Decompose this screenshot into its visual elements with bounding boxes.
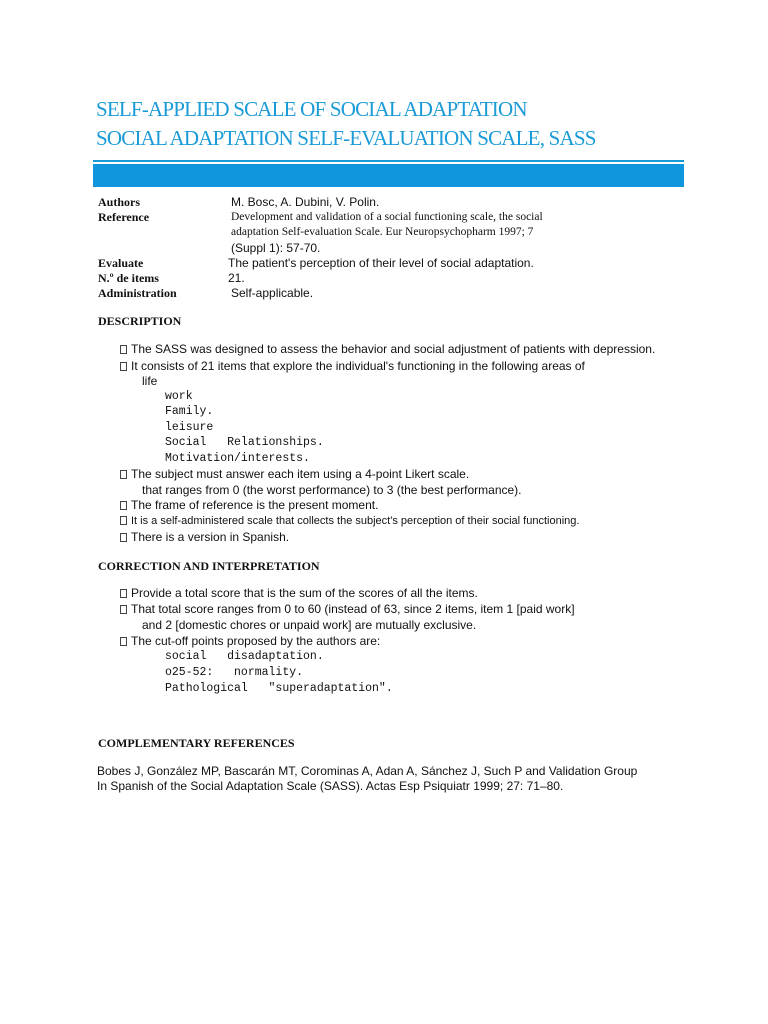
- reference-line-3: (Suppl 1): 57-70.: [231, 241, 321, 255]
- correction-bullet-2-cont: and 2 [domestic chores or unpaid work] are mutually exclusive.: [142, 618, 477, 632]
- cutoff-item: o25-52: normality.: [165, 666, 304, 679]
- reference-label: Reference: [98, 210, 150, 224]
- page-subtitle: SOCIAL ADAPTATION SELF-EVALUATION SCALE, SASS: [96, 126, 596, 150]
- area-item: Motivation/interests.: [165, 452, 310, 465]
- description-bullet-2: It consists of 21 items that explore the individual's functioning in the following areas of: [120, 359, 585, 374]
- correction-bullet-1: Provide a total score that is the sum of the scores of all the items.: [120, 586, 478, 601]
- cutoff-item: social disadaptation.: [165, 650, 324, 663]
- authors-value: M. Bosc, A. Dubini, V. Polin.: [231, 195, 380, 209]
- page-title: SELF-APPLIED SCALE OF SOCIAL ADAPTATION: [96, 97, 527, 121]
- area-item: leisure: [165, 421, 214, 434]
- description-bullet-3: The subject must answer each item using a 4-point Likert scale.: [120, 467, 469, 482]
- bullet-icon: [120, 470, 127, 479]
- bullet-icon: [120, 605, 127, 614]
- reference-line-1: Development and validation of a social functioning scale, the social: [231, 211, 543, 223]
- cutoff-item: Pathological "superadaptation".: [165, 682, 393, 695]
- items-value: 21.: [228, 271, 245, 285]
- bullet-icon: [120, 533, 127, 542]
- header-band: [93, 164, 684, 187]
- bullet-icon: [120, 637, 127, 646]
- administration-label: Administration: [98, 286, 177, 300]
- authors-label: Authors: [98, 195, 141, 209]
- area-item: Family.: [165, 405, 214, 418]
- description-bullet-3-cont: that ranges from 0 (the worst performance) to 3 (the best performance).: [142, 483, 522, 497]
- references-heading: COMPLEMENTARY REFERENCES: [98, 736, 295, 750]
- bullet-icon: [120, 345, 127, 354]
- evaluate-value: The patient's perception of their level of social adaptation.: [228, 256, 534, 270]
- description-bullet-1: The SASS was designed to assess the behavior and social adjustment of patients with depression.: [120, 342, 655, 357]
- description-bullet-2-cont: life: [142, 374, 158, 388]
- bullet-icon: [120, 516, 127, 525]
- bullet-icon: [120, 362, 127, 371]
- correction-bullet-2: That total score ranges from 0 to 60 (instead of 63, since 2 items, item 1 [paid work]: [120, 602, 575, 617]
- reference-citation-line-2: In Spanish of the Social Adaptation Scale (SASS). Actas Esp Psiquiatr 1999; 27: 71–80.: [97, 779, 564, 793]
- correction-bullet-3: The cut-off points proposed by the authors are:: [120, 634, 380, 649]
- description-bullet-4: The frame of reference is the present moment.: [120, 498, 378, 513]
- evaluate-label: Evaluate: [98, 256, 144, 270]
- bullet-icon: [120, 501, 127, 510]
- correction-heading: CORRECTION AND INTERPRETATION: [98, 559, 320, 573]
- area-item: work: [165, 390, 193, 403]
- area-item: Social Relationships.: [165, 436, 324, 449]
- items-label: N.º de items: [98, 271, 159, 285]
- title-divider: [93, 160, 684, 162]
- description-bullet-6: There is a version in Spanish.: [120, 530, 289, 545]
- administration-value: Self-applicable.: [231, 286, 314, 300]
- reference-citation-line-1: Bobes J, González MP, Bascarán MT, Corominas A, Adan A, Sánchez J, Such P and Validation Group: [97, 764, 638, 778]
- bullet-icon: [120, 589, 127, 598]
- description-bullet-5: It is a self-administered scale that collects the subject's perception of their social functioning.: [120, 514, 579, 529]
- reference-line-2: adaptation Self-evaluation Scale. Eur Neuropsychopharm 1997; 7: [231, 226, 534, 238]
- description-heading: DESCRIPTION: [98, 314, 182, 328]
